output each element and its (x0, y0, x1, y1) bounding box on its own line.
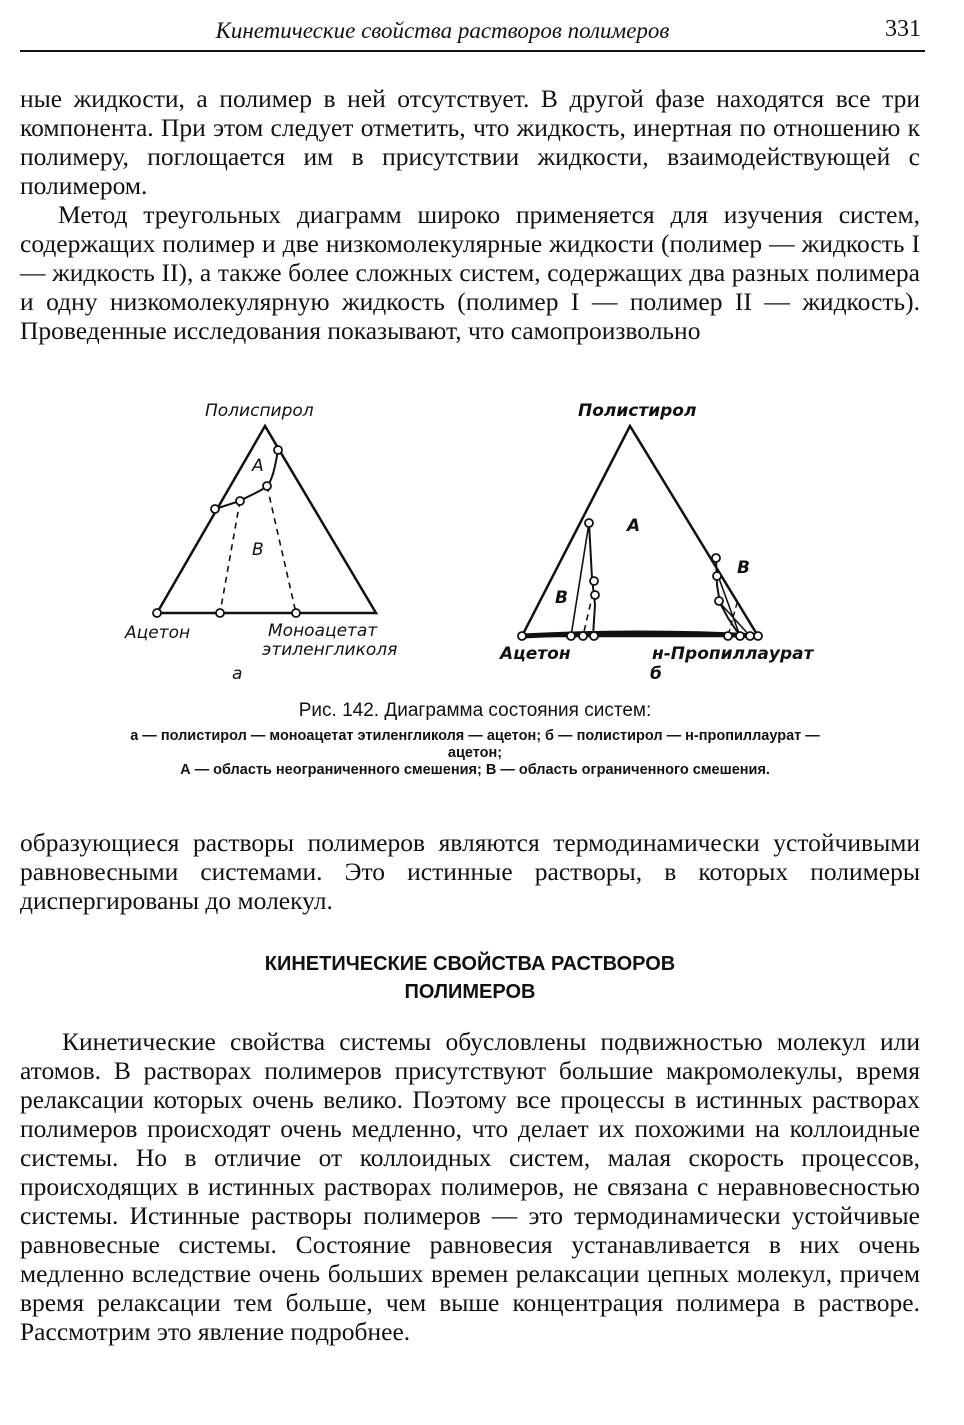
figure-142 (100, 393, 860, 703)
diagram-a-left-label: Ацетон (125, 623, 191, 643)
diagram-b-point (724, 632, 732, 640)
diagram-b-point (713, 572, 721, 580)
diagram-b-point (712, 554, 720, 562)
diagram-a-right-label-1: Моноацетат (268, 621, 378, 641)
page-header (20, 14, 925, 52)
diagram-b-region-b-left: В (555, 588, 568, 608)
diagram-b-point (579, 632, 587, 640)
diagram-b-region-b-right: В (737, 558, 750, 578)
diagram-b-right-label: н-Пропиллаурат (652, 644, 814, 664)
caption-line-1: а — полистирол — моноацетат этиленгликоля — ацетон; б — полистирол — н-пропиллаурат — (130, 728, 820, 744)
diagram-a (124, 401, 397, 684)
diagram-b-point (754, 632, 762, 640)
diagram-b-point (518, 632, 526, 640)
diagram-b-right-tie-line-2 (720, 603, 750, 636)
diagram-a-point (263, 482, 271, 490)
diagram-b-point (746, 632, 754, 640)
diagram-a-region-b: В (252, 540, 264, 560)
diagram-b-point (590, 577, 598, 585)
diagram-b-region-a: А (627, 516, 641, 536)
diagram-b-point (591, 591, 599, 599)
paragraph-triangular-diagrams: Метод треугольных диаграмм широко применяется для изучения систем, содержащих полимер и две низкомолекулярные жидкости (полимер — жидкость I — жидкость II), а также более сложных систем, содержащих два разных полимера и одну низкомолекулярную жидкость (полимер I — полимер II — жидкость). Проведенные исследования показывают, что самопроизвольно (20, 200, 920, 345)
diagram-a-point (236, 497, 244, 505)
diagram-b-point (736, 632, 744, 640)
diagram-b (498, 401, 815, 684)
diagram-b-left-label: Ацетон (500, 644, 571, 664)
diagram-b-point (567, 632, 575, 640)
diagram-a-region-a: А (252, 456, 264, 476)
diagram-a-point (216, 609, 224, 617)
diagram-b-point (590, 632, 598, 640)
paragraph-continuation: ные жидкости, а полимер в ней отсутствует. В другой фазе находятся все три компонента. При этом следует отметить, что жидкость, инертная по отношению к полимеру, поглощается им в присутствии жидкости, взаимодействующей с полимером. (20, 84, 920, 200)
diagram-a-triangle (157, 426, 376, 613)
diagram-a-letter: а (232, 664, 243, 684)
diagram-b-left-dashed-line (583, 593, 593, 636)
caption-line-2: ацетон; (447, 745, 503, 761)
diagram-a-tie-line-1 (220, 501, 240, 613)
paragraph-stable-solutions: образующиеся растворы полимеров являются термодинамически устойчивыми равновесными системами. Это истинные растворы, в которых полимеры диспергированы до молекул. (20, 828, 920, 915)
diagram-a-point (211, 505, 219, 513)
diagram-a-top-label: Полиспирол (205, 401, 314, 421)
diagram-a-tie-line-2 (267, 486, 296, 613)
paragraph-kinetic-properties: Кинетические свойства системы обусловлены подвижностью молекул или атомов. В растворах полимеров присутствуют большие макромолекулы, время релаксации которых очень велико. Поэтому все процессы в истинных растворах полимеров происходят очень медленно, что делает их похожими на коллоидные системы. Но в отличие от коллоидных систем, малая скорость процессов, происходящих в истинных растворах полимеров, не связана с неравновесностью системы. Истинные растворы полимеров — это термодинамически устойчивые равновесные системы. Состояние равновесия устанавливается в них очень медленно вследствие очень больших времен релаксации цепных молекул, причем время релаксации тем больше, чем выше концентрация полимера в растворе. Рассмотрим это явление подробнее. (20, 1027, 920, 1346)
running-title: Кинетические свойства растворов полимеров (215, 18, 670, 43)
caption-line-3: А — область неограниченного смешения; В — область ограниченного смешения. (180, 762, 770, 778)
diagram-a-point (292, 609, 300, 617)
diagram-a-point (274, 446, 282, 454)
diagram-b-point (715, 597, 723, 605)
diagram-a-point (153, 609, 161, 617)
section-heading (20, 950, 920, 1006)
section-heading-line-2: ПОЛИМЕРОВ (404, 981, 536, 1003)
figure-caption (30, 700, 920, 779)
caption-title: Рис. 142. Диаграмма состояния систем: (298, 700, 652, 721)
diagram-a-right-label-2: этиленгликоля (262, 640, 398, 660)
diagram-b-letter: б (650, 664, 662, 684)
section-heading-line-1: КИНЕТИЧЕСКИЕ СВОЙСТВА РАСТВОРОВ (264, 953, 676, 975)
diagram-b-point (585, 519, 593, 527)
phase-diagrams (100, 393, 860, 703)
page-number: 331 (885, 16, 921, 42)
diagram-b-top-label: Полистирол (578, 401, 697, 421)
